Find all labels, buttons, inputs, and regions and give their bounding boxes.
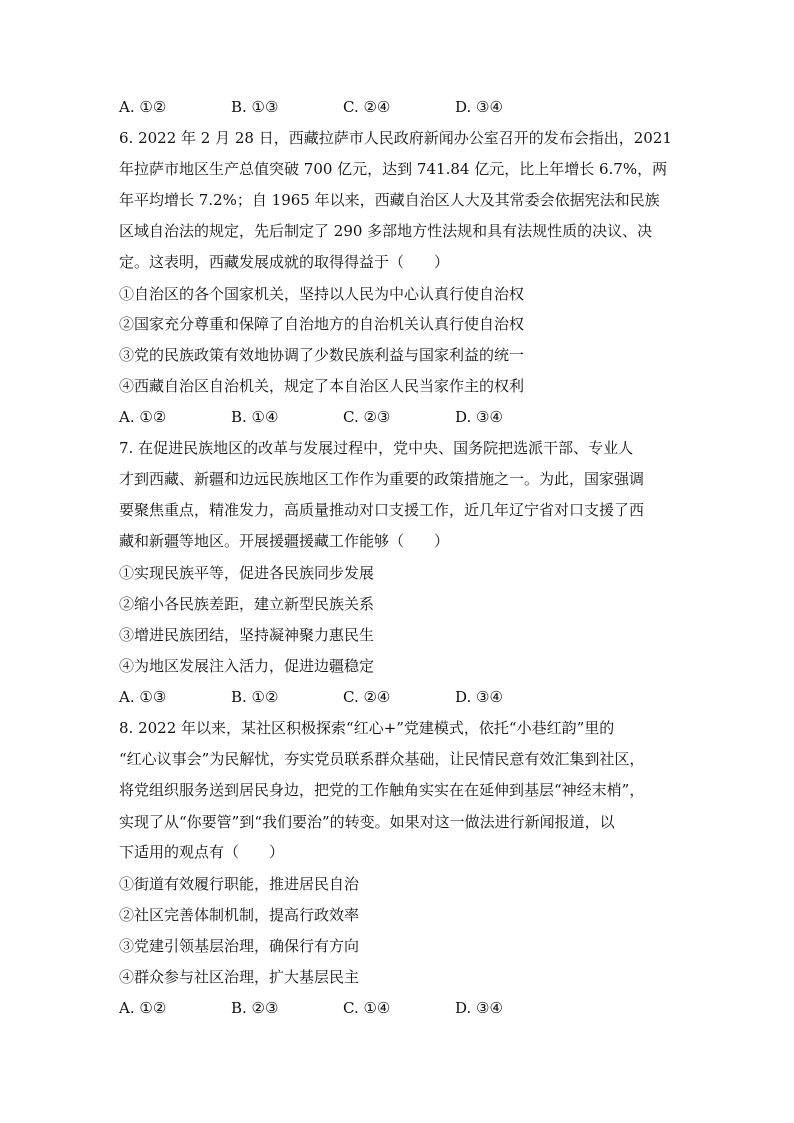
q5-option-b: B. ①③ — [231, 98, 279, 116]
q7-option-a: A. ①③ — [119, 688, 167, 706]
q6-option-a: A. ①② — [119, 408, 167, 426]
q8-item-1: ①街道有效履行职能，推进居民自治 — [119, 875, 360, 893]
q7-stem-line: 7. 在促进民族地区的改革与发展过程中，党中央、国务院把选派干部、专业人 — [119, 439, 634, 457]
q6-stem-line: 区域自治法的规定，先后制定了 290 多部地方性法规和具有法规性质的决议、决 — [119, 222, 653, 240]
q6-item-2: ②国家充分尊重和保障了自治地方的自治机关认真行使自治权 — [119, 315, 525, 333]
q7-stem-line: 才到西藏、新疆和边远民族地区工作作为重要的政策措施之一。为此，国家强调 — [119, 470, 645, 488]
q6-stem-line: 定。这表明，西藏发展成就的取得得益于（ ） — [119, 253, 450, 271]
q6-stem-line: 6. 2022 年 2 月 28 日，西藏拉萨市人民政府新闻办公室召开的发布会指出，2021 — [119, 129, 672, 147]
q8-stem-line: 8. 2022 年以来，某社区积极探索“红心+”党建模式，依托“小巷红韵”里的 — [119, 719, 615, 737]
q6-item-3: ③党的民族政策有效地协调了少数民族利益与国家利益的统一 — [119, 346, 525, 364]
q8-option-b: B. ②③ — [231, 999, 279, 1017]
q6-option-d: D. ③④ — [455, 408, 503, 426]
q7-option-b: B. ①② — [231, 688, 279, 706]
q7-option-d: D. ③④ — [455, 688, 503, 706]
q7-item-1: ①实现民族平等，促进各民族同步发展 — [119, 564, 375, 582]
q8-item-3: ③党建引领基层治理，确保行有方向 — [119, 937, 360, 955]
q6-item-4: ④西藏自治区自治机关，规定了本自治区人民当家作主的权利 — [119, 377, 525, 395]
q7-stem-line: 要聚焦重点，精准发力，高质量推动对口支援工作，近几年辽宁省对口支援了西 — [119, 501, 645, 519]
q7-item-2: ②缩小各民族差距，建立新型民族关系 — [119, 595, 375, 613]
q8-stem-line: 下适用的观点有（ ） — [119, 843, 285, 861]
q8-option-d: D. ③④ — [455, 999, 503, 1017]
q7-item-4: ④为地区发展注入活力，促进边疆稳定 — [119, 657, 375, 675]
q6-stem-line: 年拉萨市地区生产总值突破 700 亿元，达到 741.84 亿元，比上年增长 6.7%，两 — [119, 160, 668, 178]
q6-stem-line: 年平均增长 7.2%；自 1965 年以来，西藏自治区人大及其常委会依据宪法和民族 — [119, 191, 660, 209]
q6-item-1: ①自治区的各个国家机关，坚持以人民为中心认真行使自治权 — [119, 285, 525, 303]
q8-item-2: ②社区完善体制机制，提高行政效率 — [119, 906, 360, 924]
q8-option-a: A. ①② — [119, 999, 167, 1017]
q7-stem-line: 藏和新疆等地区。开展援疆援藏工作能够（ ） — [119, 532, 450, 550]
q7-option-c: C. ②④ — [343, 688, 391, 706]
q8-stem-line: 实现了从“你要管”到“我们要治”的转变。如果对这一做法进行新闻报道，以 — [119, 813, 615, 831]
q5-option-d: D. ③④ — [455, 98, 503, 116]
q7-item-3: ③增进民族团结，坚持凝神聚力惠民生 — [119, 626, 375, 644]
q8-stem-line: “红心议事会”为民解忧，夯实党员联系群众基础，让民情民意有效汇集到社区， — [119, 750, 645, 768]
q5-option-c: C. ②④ — [343, 98, 391, 116]
q6-option-b: B. ①④ — [231, 408, 279, 426]
q6-option-c: C. ②③ — [343, 408, 391, 426]
q8-stem-line: 将党组织服务送到居民身边，把党的工作触角实实在在延伸到基层“神经末梢”， — [119, 781, 645, 799]
q5-option-a: A. ①② — [119, 98, 167, 116]
q8-option-c: C. ①④ — [343, 999, 391, 1017]
q8-item-4: ④群众参与社区治理，扩大基层民主 — [119, 968, 360, 986]
